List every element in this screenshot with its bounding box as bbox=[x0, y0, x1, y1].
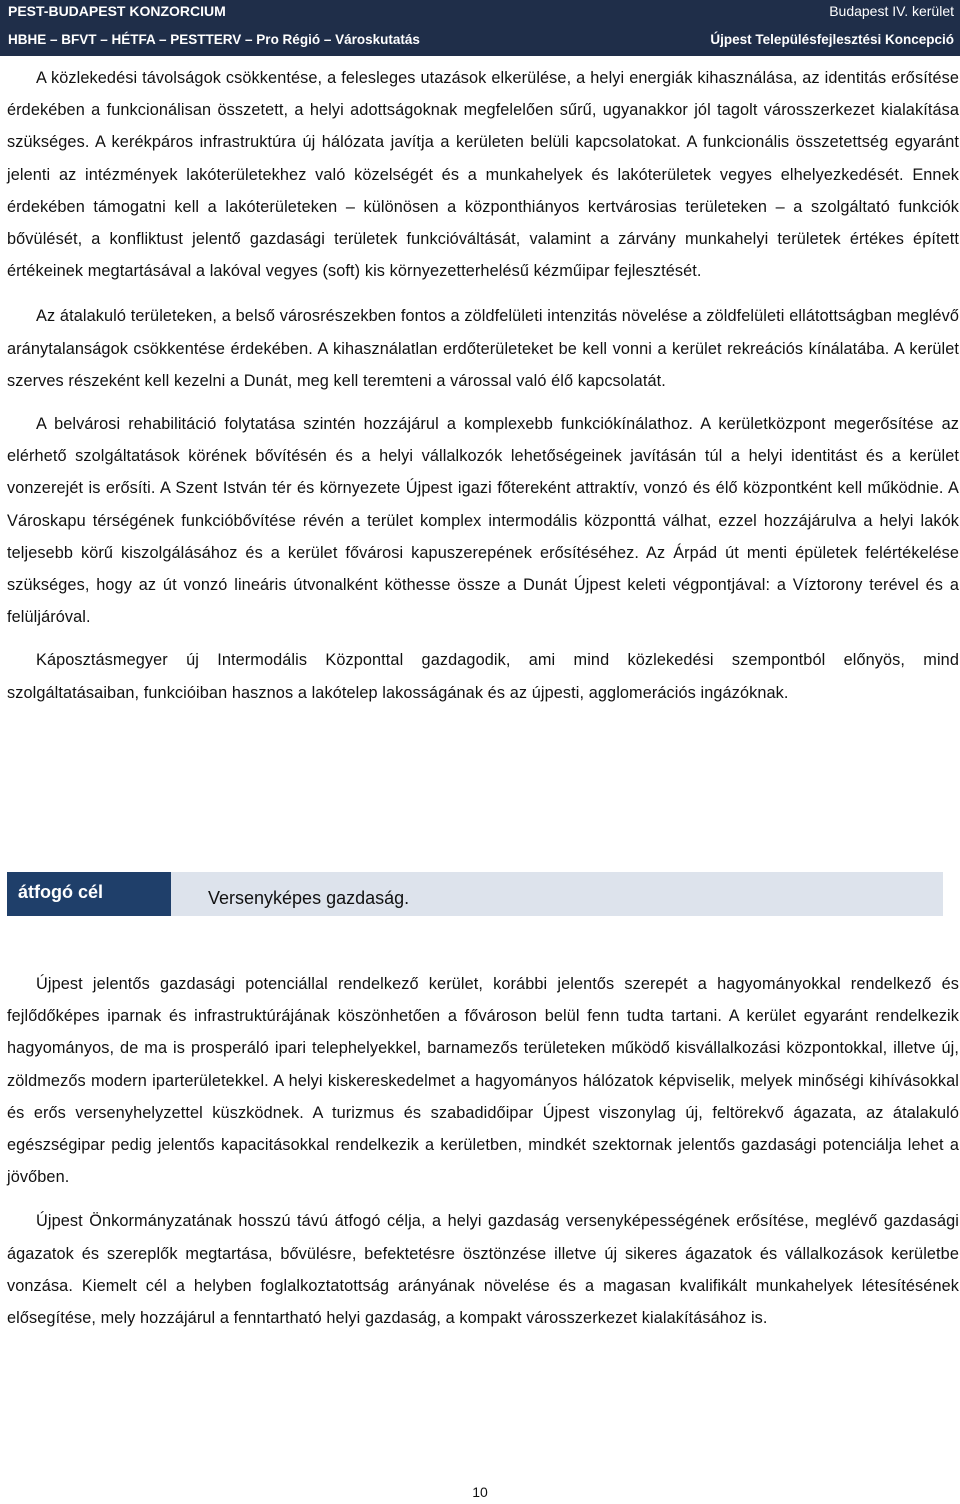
goal-label: átfogó cél bbox=[7, 872, 171, 916]
header-row-top bbox=[8, 0, 954, 22]
goal-box bbox=[7, 872, 943, 916]
body-text-section-2 bbox=[7, 968, 959, 1334]
district-name: Budapest IV. kerület bbox=[829, 3, 954, 19]
page-header bbox=[0, 0, 960, 56]
paragraph: A közlekedési távolságok csökkentése, a felesleges utazások elkerülése, a helyi energiák kihasználása, az identitás erősítése érdekében a funkcionálisan összetett, a helyi adottságoknak megfelelően sűrű, ugyanakkor jól tagolt városszerkezet kialakítása szükséges. A kerékpáros infrastruktúra új hálózata javítja a kerületen belüli kapcsolatokat. A funkcionális összetettség egyaránt jelenti az intézmények lakóterületekhez való közelségét és a munkahelyek és lakóterületek vegyes elhelyezkedését. Ennek érdekében támogatni kell a lakóterületeken – különösen a központhiányos kertvárosias területeken – a szolgáltató funkciók bővülését, a konfliktust jelentő gazdasági területek funkcióváltását, valamint a zárvány munkahelyi területek értékes épített értékeinek megtartásával a lakóval vegyes (soft) kis környezetterhelésű kézműipar fejlesztését. bbox=[7, 69, 959, 281]
paragraph: Újpest jelentős gazdasági potenciállal rendelkező kerület, korábbi jelentős szerepét a hagyományokkal rendelkező és fejlődőképes iparnak és infrastruktúrájának köszönhetően a fővároson belül fenn tudta tartani. A kerület egyaránt rendelkezik hagyományos, de ma is prosperáló ipari telephelyekkel, barnamezős területeken működő kisvállalkozási központokkal, illetve új, zöldmezős modern iparterületekkel. A helyi kiskereskedelmet a hagyományos hálózatok képviselik, melyek minőségi kihívásokkal és erős versenyhelyzettel küszködnek. A turizmus és szabadidőipar Újpest viszonylag új, feltörekvő ágazata, az átalakuló egészségipar pedig jelentős kapacitásokkal rendelkezik a kerületben, mindkét szektornak jelentős gazdasági potenciálja lehet a jövőben. bbox=[7, 975, 959, 1187]
partners-list: HBHE – BFVT – HÉTFA – PESTTERV – Pro Régió – Városkutatás bbox=[8, 31, 420, 47]
body-text-section-1 bbox=[7, 62, 959, 709]
paragraph: Káposztásmegyer új Intermodális Központtal gazdagodik, ami mind közlekedési szempontból előnyös, mind szolgáltatásaiban, funkcióiban hasznos a lakótelep lakosságának és az újpesti, agglomerációs ingázóknak. bbox=[7, 651, 959, 702]
page-number: 10 bbox=[472, 1484, 488, 1500]
header-row-bottom bbox=[8, 28, 954, 50]
document-title: Újpest Településfejlesztési Koncepció bbox=[710, 31, 954, 47]
paragraph: Újpest Önkormányzatának hosszú távú átfogó célja, a helyi gazdaság versenyképességének erősítése, meglévő gazdasági ágazatok és szereplők megtartása, bővülésre, befektetésre ösztönzése illetve új sikeres ágazatok és vállalkozások kerületbe vonzása. Kiemelt cél a helyben foglalkoztatottság arányának növelése és a magasan kvalifikált munkahelyek létesítésének elősegítése, mely hozzájárul a fenntartható helyi gazdaság, a kompakt városszerkezet kialakításához is. bbox=[7, 1212, 959, 1328]
consortium-name: PEST-BUDAPEST KONZORCIUM bbox=[8, 3, 226, 19]
paragraph: A belvárosi rehabilitáció folytatása szintén hozzájárul a komplexebb funkciókínálathoz. A kerületközpont megerősítése az elérhető szolgáltatások körének bővítésén és a helyi vállalkozók lehetőségeinek javításán túl a helyi identitást és a kerület vonzerejét is erősíti. A Szent István tér és környezete Újpest igazi főtereként attraktív, vonzó és élő központként kell működnie. A Városkapu térségének funkcióbővítése révén a terület komplex intermodális központtá válhat, ezzel hozzájárulva a helyi lakók teljesebb körű kiszolgálásához és a kerület fővárosi kapuszerepének erősítéséhez. Az Árpád út menti épületek felértékelése szükséges, hogy az út vonzó lineáris útvonalként köthesse össze a Dunát Újpest keleti végpontjával: a Víztorony terével és a felüljáróval. bbox=[7, 415, 959, 627]
paragraph: Az átalakuló területeken, a belső városrészekben fontos a zöldfelületi intenzitás növelése a zöldfelületi ellátottságban meglévő aránytalanságok csökkentése érdekében. A kihasználatlan erdőterületeket be kell vonni a kerület rekreációs kínálatába. A kerület szerves részeként kell kezelni a Dunát, meg kell teremteni a várossal való élő kapcsolatát. bbox=[7, 307, 959, 390]
goal-value: Versenyképes gazdaság. bbox=[171, 872, 943, 916]
